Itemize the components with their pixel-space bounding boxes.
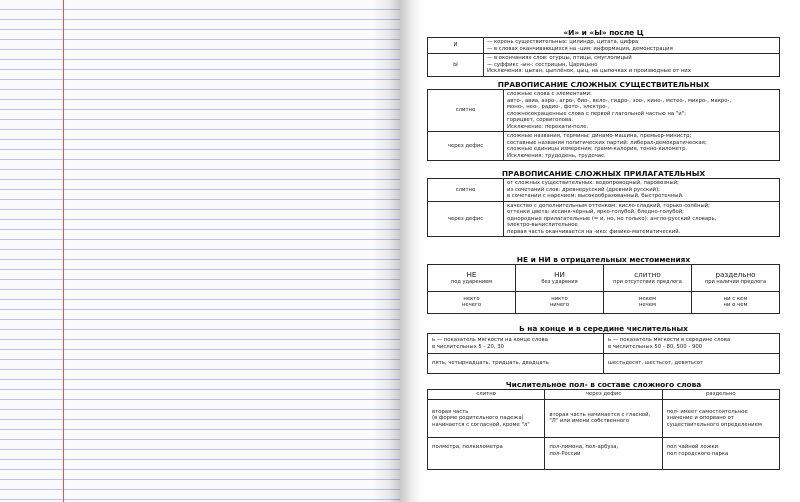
- right-reference-page: [400, 0, 800, 502]
- section-ne-ni-pronouns: [427, 255, 780, 314]
- rule-line: сложносокращенные слова с первой глагольной частью на "и":: [507, 110, 686, 117]
- rule-line: ь — показатель мягкости в середине слова: [608, 337, 731, 343]
- rule-table: [427, 264, 780, 314]
- header-sub: под ударением: [450, 279, 493, 285]
- section-compound-adjectives: [427, 169, 780, 237]
- table-row: [428, 291, 780, 313]
- table-header-row: [428, 265, 780, 292]
- example-cell: [428, 438, 545, 470]
- rule-cell: [504, 201, 780, 237]
- rule-line: сложные единицы измерения: грамм-калория, тонно-километр.: [507, 146, 688, 152]
- rule-cell: [428, 334, 604, 354]
- rule-line: моно-, нео-, радио-, фото-, электро-,: [507, 104, 610, 110]
- example-word: нечего: [461, 302, 482, 308]
- rule-line: в числительных 50 - 80, 500 - 900: [608, 343, 703, 350]
- section-title: «И» и «Ы» после Ц: [563, 28, 644, 37]
- rule-line: авто-, авиа, аэро-, агро-, био-, вело-, гидро-, зоо-, кино-, метео-, микро-, макро-,: [507, 97, 732, 104]
- rule-line: пол- имеет самостоятельное: [666, 408, 748, 415]
- rule-line: Исключения: цыган, цыплёнок, цыц, на цыпочках и производные от них: [487, 68, 691, 74]
- row-label: через дефис: [428, 201, 504, 237]
- rule-line: сложные слова с элементами:: [507, 91, 592, 97]
- red-margin-line: [63, 0, 64, 502]
- rule-line: существительного определением: [666, 421, 762, 428]
- spine-shadow-right: [400, 0, 422, 502]
- section-title: Ь на конце и в середине числительных: [519, 324, 688, 333]
- example-cell: [692, 291, 780, 313]
- example-cell: [662, 438, 779, 470]
- rule-line: "Л" или имени собственного: [549, 418, 630, 425]
- rule-line: в числительных 5 - 20, 30: [432, 343, 504, 350]
- rule-cell: [504, 132, 780, 161]
- example-cell: [545, 438, 662, 470]
- column-header: [604, 265, 692, 292]
- example-word: некто: [463, 295, 480, 302]
- example-cell: [604, 354, 780, 374]
- row-label: слитно: [428, 90, 504, 132]
- table-row: [428, 54, 780, 77]
- rule-cell: [484, 54, 780, 77]
- section-compound-nouns: [427, 80, 780, 161]
- example-word: никто: [551, 295, 568, 302]
- column-header: раздельно: [662, 390, 779, 400]
- row-label: И: [428, 38, 484, 54]
- table-row: [428, 38, 780, 54]
- rule-line: вторая часть начинается с гласной,: [549, 411, 651, 418]
- column-header: [516, 265, 604, 292]
- section-title: ПРАВОПИСАНИЕ СЛОЖНЫХ СУЩЕСТВИТЕЛЬНЫХ: [497, 80, 710, 89]
- table-row: [428, 90, 780, 132]
- example-line: пол чайной ложки: [666, 444, 719, 450]
- rule-cell: [604, 334, 780, 354]
- header-sub: без ударения: [541, 279, 578, 285]
- rule-line: Исключение: перекати-поле.: [507, 123, 589, 130]
- rule-table: [427, 89, 780, 161]
- example-line: пол городского парка: [666, 450, 729, 457]
- table-row: [428, 201, 780, 237]
- example-line: полметра, полкилометра: [432, 444, 503, 450]
- rule-line: начинается с согласной, кроме "л": [432, 421, 530, 428]
- header-main: раздельно: [715, 270, 756, 279]
- header-main: НЕ: [466, 270, 477, 279]
- column-header: [428, 265, 516, 292]
- rule-line: первая часть оканчивается на -ико: физико-математический.: [507, 228, 681, 235]
- rule-line: составные названия политических партий: либерал-демократическая;: [507, 139, 707, 146]
- rule-table: [427, 178, 780, 237]
- section-title: ПРАВОПИСАНИЕ СЛОЖНЫХ ПРИЛАГАТЕЛЬНЫХ: [501, 169, 706, 178]
- example-line: пять, четырнадцать, тридцать, двадцать: [432, 360, 549, 366]
- example-word: ни с кем: [723, 295, 748, 302]
- rule-line: Исключения: трудодень, трудочас.: [507, 152, 606, 159]
- example-word: нечем: [638, 302, 657, 308]
- section-title: Числительное пол- в составе сложного слова: [505, 380, 702, 389]
- rule-line: горицвет, сорвиголова.: [507, 117, 574, 123]
- column-header: через дефис: [545, 390, 662, 400]
- table-row: [428, 132, 780, 161]
- example-cell: [428, 354, 604, 374]
- rule-cell: [662, 399, 779, 438]
- rule-line: — суффикс -ын-: сестрицын, Царицыно: [487, 61, 598, 68]
- rule-line: вторая часть: [432, 408, 469, 415]
- rule-line: ь — показатель мягкости на конце слова: [432, 337, 548, 343]
- example-word: ничего: [549, 302, 570, 308]
- example-cell: [604, 291, 692, 313]
- section-pol-compounds: [427, 380, 780, 470]
- rule-cell: [545, 399, 662, 438]
- table-row: [428, 438, 780, 470]
- table-row: [428, 334, 780, 354]
- rule-table: [427, 389, 780, 470]
- rule-line: (в форме родительного падежа): [432, 415, 524, 421]
- column-header: [692, 265, 780, 292]
- rule-line: однородные прилагательные (= и, но, не только): англо-русский словарь,: [507, 215, 717, 222]
- header-sub: при отсутствии предлога: [613, 279, 682, 285]
- example-line: шестьдесят, шестьсот, девятьсот: [608, 360, 704, 366]
- rule-line: от сложных существительных: водопроводный, паровозный;: [507, 180, 679, 186]
- header-main: НИ: [554, 270, 565, 279]
- rule-cell: [504, 90, 780, 132]
- table-header-row: [428, 390, 780, 400]
- column-header: слитно: [428, 390, 545, 400]
- rule-line: сложные названия, термины: динамо-машина, премьер-министр;: [507, 133, 692, 139]
- row-label: Ы: [428, 54, 484, 77]
- section-title: НЕ и НИ в отрицательных местоимениях: [516, 255, 691, 264]
- rule-line: электро-вычислительное: [507, 222, 578, 228]
- table-row: [428, 179, 780, 202]
- rule-line: в сочетании с наречием: высокообразованный, быстротечный.: [507, 193, 684, 199]
- table-row: [428, 354, 780, 374]
- example-line: пол-лимона, пол-арбуза,: [549, 444, 619, 450]
- example-word: некем: [638, 295, 657, 302]
- rule-line: — корень существительных: цилиндр, цитата, цифра: [487, 39, 639, 45]
- rule-line: — в словах оканчивающихся на -ция: информация, демонстрация: [487, 45, 673, 52]
- example-word: ни о чем: [723, 302, 748, 308]
- header-main: слитно: [634, 270, 661, 279]
- section-i-y-after-ts: [427, 28, 780, 77]
- row-label: через дефис: [428, 132, 504, 161]
- rule-line: — в окончаниях слов: огурцы, птицы, смуглолицый: [487, 55, 632, 61]
- table-row: [428, 399, 780, 438]
- example-line: пол-России: [549, 450, 581, 457]
- example-cell: [428, 291, 516, 313]
- rule-line: качество с дополнительным оттенком: кисло-сладкий, горько-солёный;: [507, 202, 710, 209]
- rule-cell: [428, 399, 545, 438]
- example-cell: [516, 291, 604, 313]
- rule-cell: [504, 179, 780, 202]
- rule-line: значение и опорвано от: [666, 415, 734, 421]
- rule-cell: [484, 38, 780, 54]
- rule-line: оттенки цвета: иссиня-чёрный, ярко-голубой, бледно-голубой;: [507, 209, 684, 215]
- rule-table: [427, 37, 780, 77]
- rule-table: [427, 333, 780, 374]
- header-sub: при наличии предлога: [704, 279, 767, 285]
- row-label: слитно: [428, 179, 504, 202]
- section-soft-sign-numerals: [427, 324, 780, 374]
- rule-line: из сочетаний слов: древнерусский (древний русский);: [507, 186, 660, 193]
